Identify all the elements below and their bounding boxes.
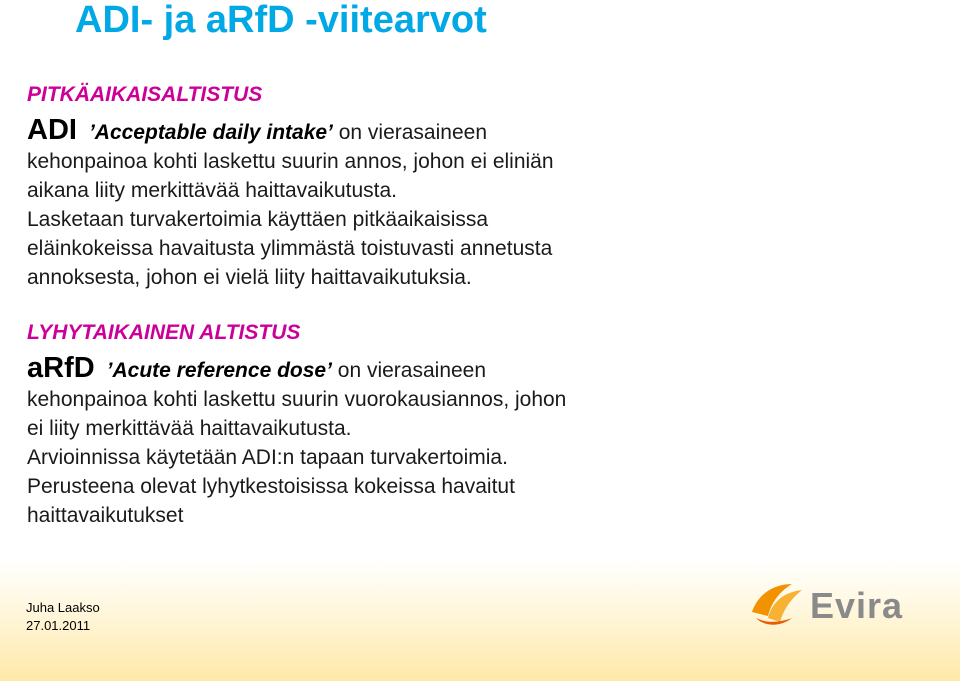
abbreviation: aRfD [27, 352, 95, 384]
term: ’Acceptable daily intake’ [88, 121, 333, 144]
definition-lead-line [27, 116, 927, 147]
body-text [27, 147, 927, 292]
lead-rest: on vierasaineen [331, 359, 487, 382]
text-line: ei liity merkittävää haittavaikutusta. [27, 417, 352, 440]
footer-author: Juha Laakso [26, 600, 100, 615]
slide-title: ADI- ja aRfD -viitearvot [75, 0, 487, 41]
term: ’Acute reference dose’ [106, 359, 332, 382]
footer-date: 27.01.2011 [26, 618, 91, 633]
text-line: Perusteena olevat lyhytkestoisissa kokeissa havaitut [27, 475, 515, 498]
text-line: annoksesta, johon ei vielä liity haittavaikutuksia. [27, 266, 472, 289]
definition-lead-line [27, 354, 927, 385]
evira-logo [748, 578, 918, 630]
text-line: aikana liity merkittävää haittavaikutusta. [27, 179, 398, 202]
body-text [27, 385, 927, 530]
evira-leaf-icon [748, 578, 810, 630]
text-line: kehonpainoa kohti laskettu suurin annos, johon ei eliniän [27, 150, 554, 173]
text-line: haittavaikutukset [27, 504, 184, 527]
section-heading: PITKÄAIKAISALTISTUS [27, 83, 263, 106]
logo-wordmark: Evira [810, 585, 904, 626]
text-line: eläinkokeissa havaitusta ylimmästä toistuvasti annetusta [27, 237, 553, 260]
lead-rest: on vierasaineen [332, 121, 487, 144]
section-long-term-exposure [27, 82, 927, 292]
text-line: Lasketaan turvakertoimia käyttäen pitkäaikaisissa [27, 208, 489, 231]
text-line: Arvioinnissa käytetään ADI:n tapaan turvakertoimia. [27, 446, 508, 469]
section-heading: LYHYTAIKAINEN ALTISTUS [27, 321, 301, 344]
text-line: kehonpainoa kohti laskettu suurin vuorokausiannos, johon [27, 388, 567, 411]
abbreviation: ADI [27, 114, 77, 146]
section-short-term-exposure [27, 320, 927, 530]
